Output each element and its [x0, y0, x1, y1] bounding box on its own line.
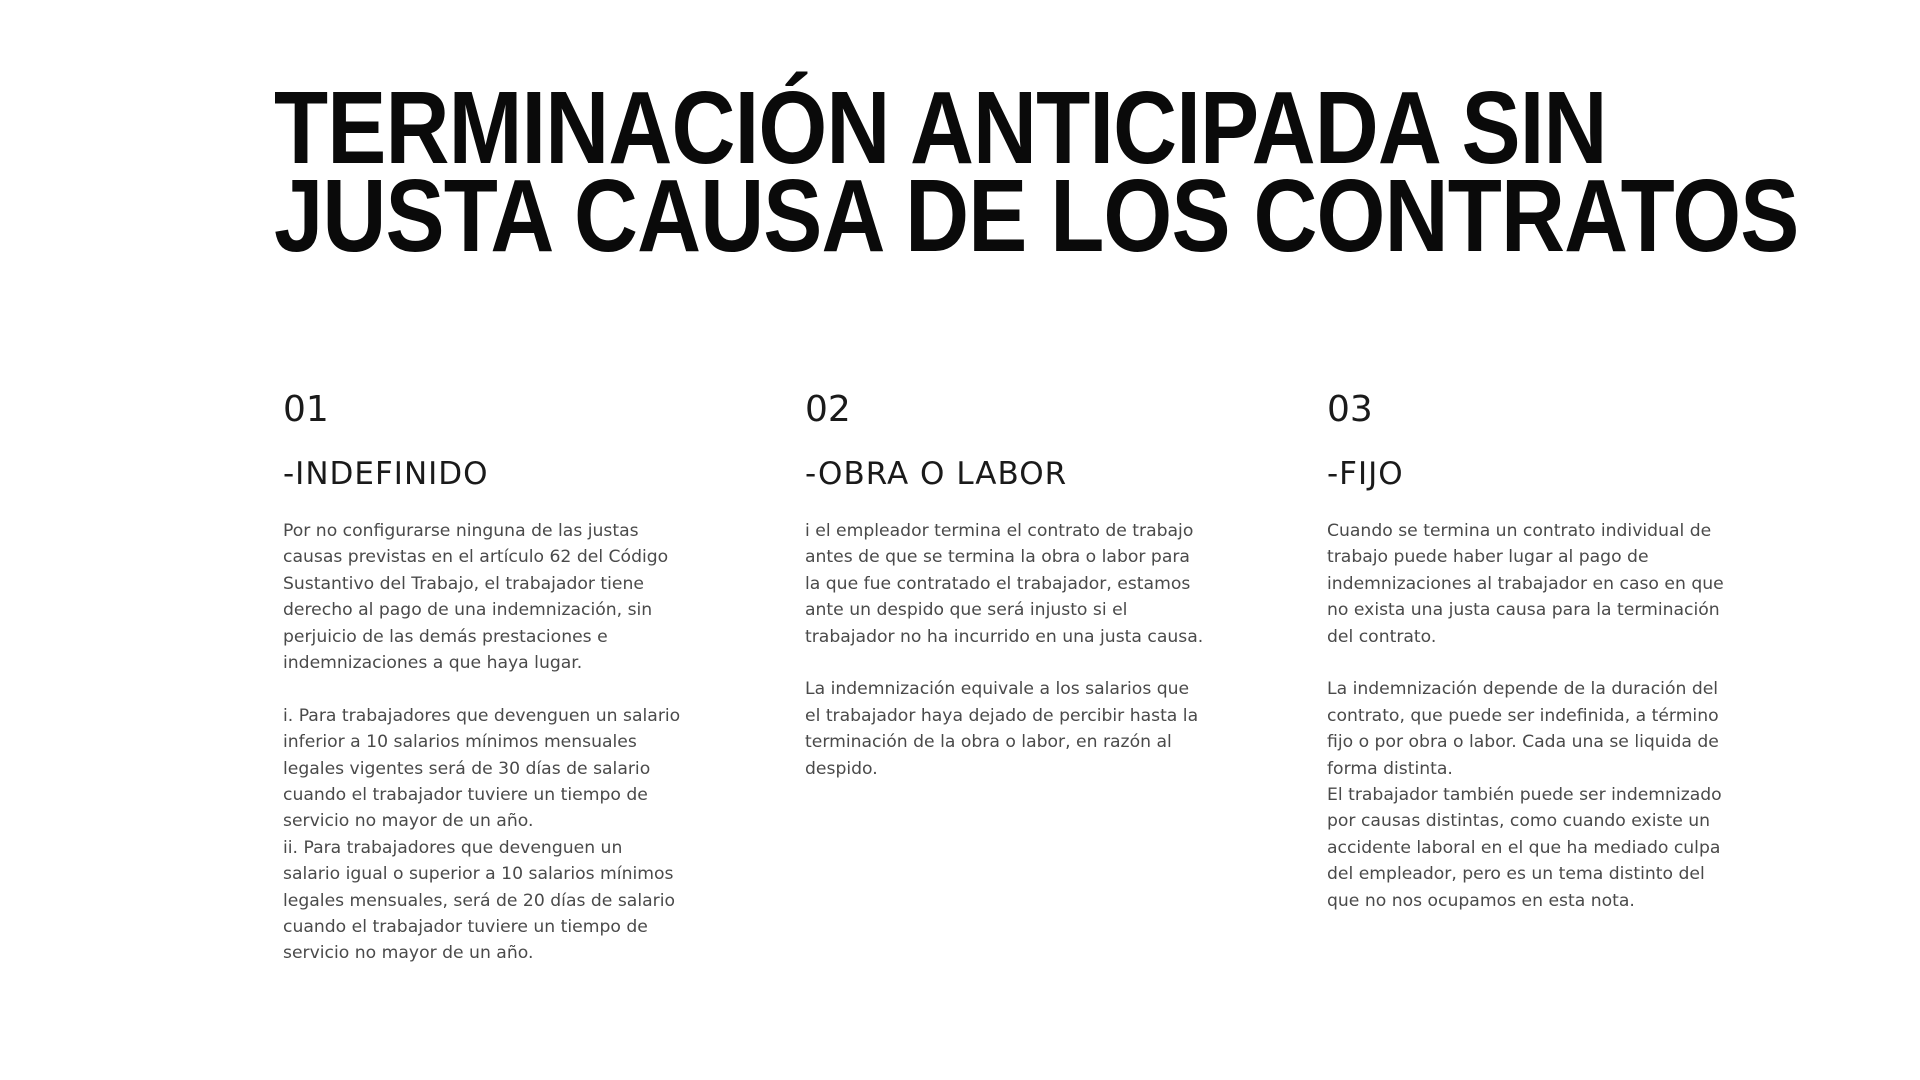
paragraph: La indemnización depende de la duración del contrato, que puede ser indefinida, a término fijo o por obra o labor. Cada una se liquida de forma distinta. — [1327, 679, 1719, 779]
section-heading: -INDEFINIDO — [283, 456, 489, 492]
paragraph: Cuando se termina un contrato individual de trabajo puede haber lugar al pago de indemnizaciones al trabajador en caso en que no exista una justa causa para la terminación del contrato. — [1327, 521, 1724, 647]
paragraph: El trabajador también puede ser indemnizado por causas distintas, como cuando existe un accidente laboral en el que ha mediado culpa del empleador, pero es un tema distinto del que no nos ocupamos en esta nota. — [1327, 785, 1722, 911]
paragraph: Por no configurarse ninguna de las justas causas previstas en el artículo 62 del Código Sustantivo del Trabajo, el trabajador tiene derecho al pago de una indemnización, sin perjuicio de las demás prestaciones e indemnizaciones a que haya lugar. — [283, 521, 669, 674]
paragraph: i el empleador termina el contrato de trabajo antes de que se termina la obra o labor para la que fue contratado el trabajador, estamos ante un despido que será injusto si el trabajador no ha incurrido en una justa causa. — [805, 521, 1204, 647]
section-body — [805, 518, 1205, 782]
paragraph: i. Para trabajadores que devenguen un salario inferior a 10 salarios mínimos mensuales legales vigentes será de 30 días de salario cuando el trabajador tuviere un tiempo de servicio no mayor de un año. — [283, 705, 681, 832]
title-line-2: JUSTA CAUSA DE LOS CONTRATOS — [274, 158, 1799, 273]
section-number: 03 — [1327, 389, 1373, 430]
section-body — [283, 518, 683, 967]
section-heading: -FIJO — [1327, 456, 1404, 492]
column-obra-o-labor — [805, 388, 1205, 808]
section-body — [1327, 518, 1727, 914]
section-number: 01 — [283, 389, 329, 430]
paragraph: ii. Para trabajadores que devenguen un salario igual o superior a 10 salarios mínimos legales mensuales, será de 20 días de salario cuando el trabajador tuviere un tiempo de servicio no mayor de un año. — [283, 837, 675, 964]
title-line-1: TERMINACIÓN ANTICIPADA SIN — [274, 70, 1607, 185]
page-title — [274, 70, 1799, 273]
column-indefinido — [283, 388, 683, 993]
section-number: 02 — [805, 389, 851, 430]
paragraph: La indemnización equivale a los salarios que el trabajador haya dejado de percibir hasta la terminación de la obra o labor, en razón al despido. — [805, 679, 1199, 779]
section-heading: -OBRA O LABOR — [805, 456, 1068, 492]
column-fijo — [1327, 388, 1727, 940]
